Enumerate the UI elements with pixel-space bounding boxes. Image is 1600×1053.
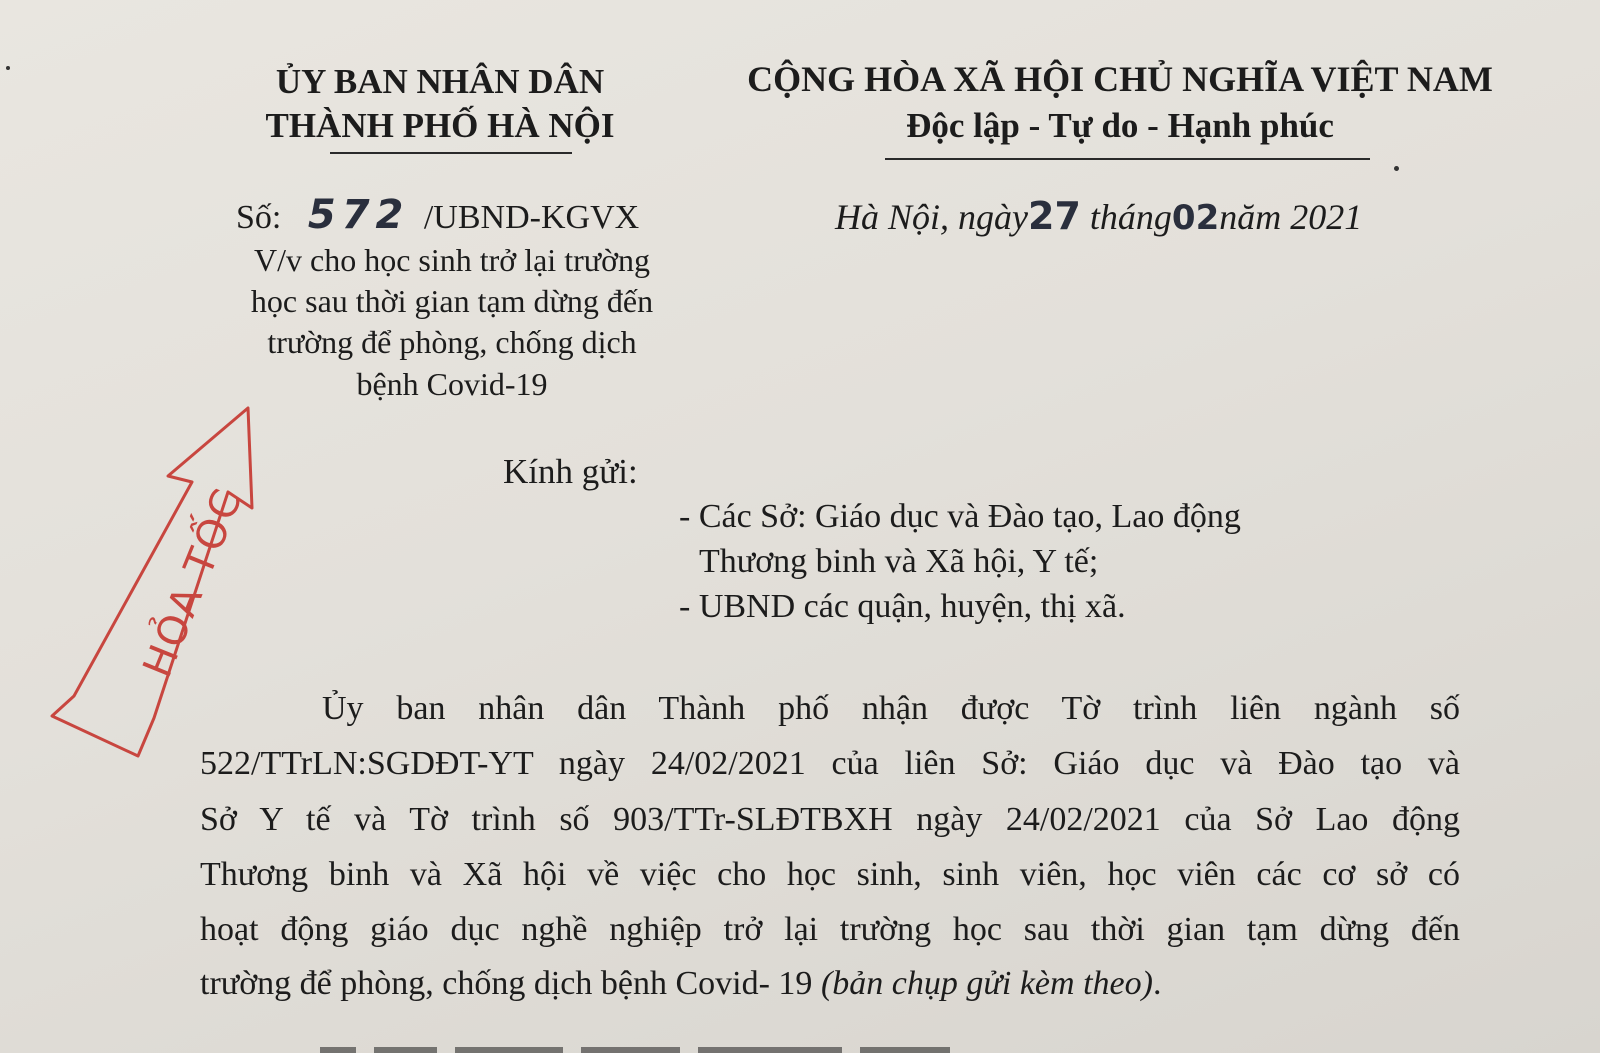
date-line [835, 194, 1362, 238]
body-line-6-main: trường để phòng, chống dịch bệnh Covid- 19 [200, 965, 821, 1002]
recipients-heading: Kính gửi: [503, 452, 638, 491]
recipient-line-2: Thương binh và Xã hội, Y tế; [699, 543, 1099, 580]
body-line-4: Thương binh và Xã hội về việc cho học sinh, sinh viên, học viên các cơ sở có [200, 856, 1460, 893]
stamp-arrow-outline [52, 408, 252, 756]
subject-line-3: trường để phòng, chống dịch [267, 324, 637, 360]
doc-number-suffix: /UBND-KGVX [423, 199, 640, 236]
body-line-1: Ủy ban nhân dân Thành phố nhận được Tờ trình liên ngành số [322, 690, 1460, 727]
recipient-line-1: - Các Sở: Giáo dục và Đào tạo, Lao động [679, 498, 1241, 535]
recipient-line-3: - UBND các quận, huyện, thị xã. [679, 588, 1126, 625]
agency-underline [330, 152, 572, 154]
body-line-6-end: . [1152, 965, 1162, 1002]
body-line-6-italic: (bản chụp gửi kèm theo) [820, 965, 1153, 1002]
motto-underline [885, 158, 1370, 160]
subject-line-1: V/v cho học sinh trở lại trường [253, 242, 650, 278]
date-month-label: tháng [1089, 197, 1172, 237]
stamp-text: HỎA TỐC [134, 481, 253, 684]
agency-name-line2: THÀNH PHỐ HÀ NỘI [265, 106, 615, 145]
body-line-2: 522/TTrLN:SGDĐT-YT ngày 24/02/2021 của liên Sở: Giáo dục và Đào tạo và [200, 745, 1460, 782]
body-line-5: hoạt động giáo dục nghề nghiệp trở lại trường học sau thời gian tạm dừng đến [200, 911, 1460, 948]
ink-dot [1394, 166, 1399, 171]
national-title: CỘNG HÒA XÃ HỘI CHỦ NGHĨA VIỆT NAM [747, 59, 1493, 99]
subject-line-4: bệnh Covid-19 [356, 366, 548, 402]
body-line-6 [200, 965, 1161, 1003]
ink-dot-left [6, 66, 10, 70]
date-month-handwritten: 02 [1171, 198, 1220, 238]
hoa-toc-stamp [40, 400, 280, 770]
body-line-3: Sở Y tế và Tờ trình số 903/TTr-SLĐTBXH ngày 24/02/2021 của Sở Lao động [200, 801, 1460, 838]
date-year: năm 2021 [1219, 197, 1363, 237]
subject-line-2: học sau thời gian tạm dừng đến [250, 283, 654, 319]
doc-number-handwritten: 572 [307, 192, 410, 238]
national-motto: Độc lập - Tự do - Hạnh phúc [906, 106, 1334, 145]
doc-number-line [236, 192, 639, 238]
date-place: Hà Nội, ngày [835, 197, 1028, 237]
date-day-handwritten: 27 [1028, 194, 1081, 238]
cut-off-next-line [320, 1030, 1220, 1053]
doc-number-prefix: Số: [236, 199, 282, 236]
agency-name-line1: ỦY BAN NHÂN DÂN [275, 62, 605, 101]
